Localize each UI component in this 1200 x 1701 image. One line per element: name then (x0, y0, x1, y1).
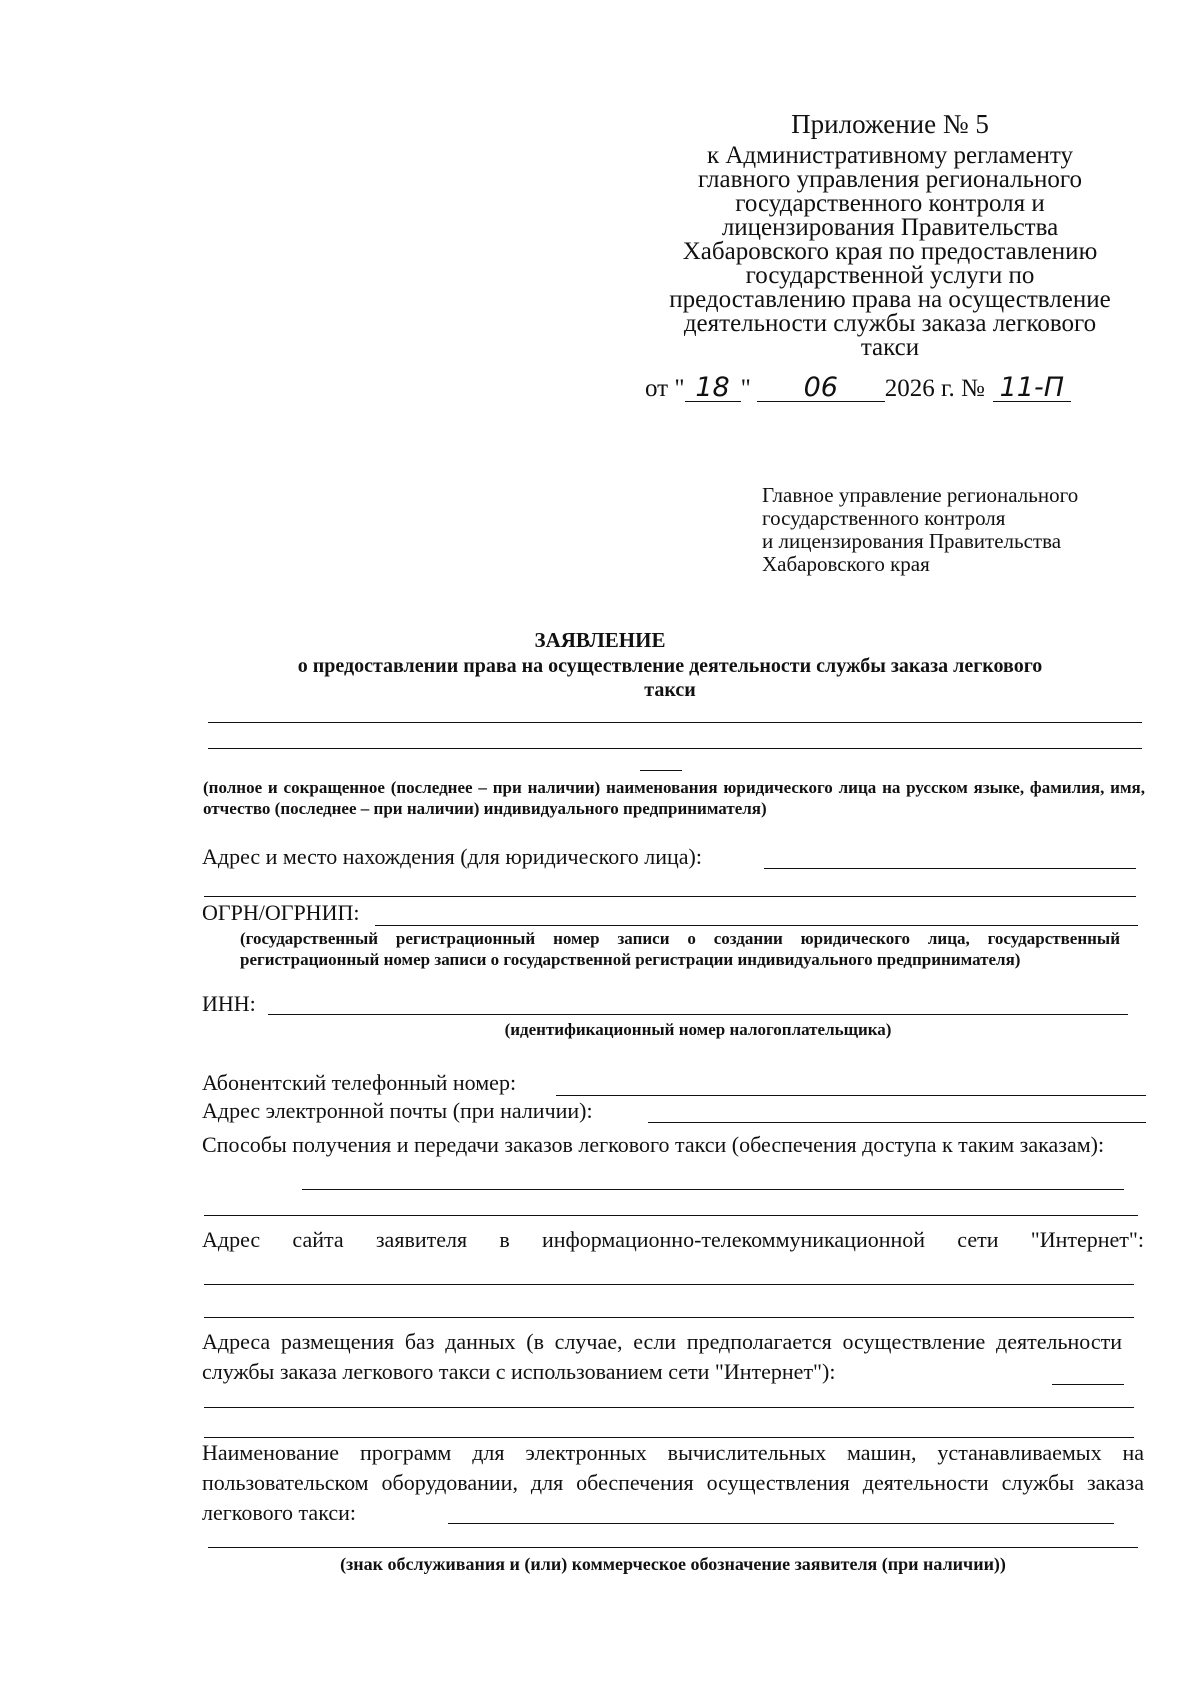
appendix-line: государственного контроля и (735, 190, 1045, 217)
date-day: 18 (685, 375, 741, 402)
address-input-line[interactable] (764, 868, 1136, 869)
appendix-header (630, 109, 1150, 361)
date-quote: " (740, 375, 751, 402)
date-month: 06 (757, 375, 885, 402)
databases-label: Адреса размещения баз данных (в случае, если предполагается осуществление деятельности службы заказа легкового такси с использованием сети "Интернет"): (202, 1329, 1122, 1384)
inn-label: ИНН: (202, 991, 256, 1016)
software-input-line[interactable] (448, 1523, 1114, 1524)
document-number: 11-П (993, 375, 1071, 402)
orders-input-line[interactable] (302, 1189, 1124, 1190)
document-title: ЗАЯВЛЕНИЕ (534, 628, 666, 652)
ogrn-input-line[interactable] (375, 925, 1138, 926)
website-label: Адрес сайта заявителя в информационно-телекоммуникационной сети "Интернет": (202, 1227, 1144, 1252)
databases-input-line[interactable] (1052, 1384, 1124, 1385)
appendix-line: такси (860, 334, 920, 361)
date-prefix: от " (645, 375, 685, 402)
inn-input-line[interactable] (268, 1014, 1128, 1015)
appendix-line: деятельности службы заказа легкового (683, 310, 1097, 337)
addressee-line: государственного контроля (762, 506, 1006, 530)
appendix-line: лицензирования Правительства (721, 214, 1059, 241)
applicant-name-line[interactable] (208, 722, 1142, 723)
address-label: Адрес и место нахождения (для юридического лица): (202, 844, 702, 869)
appendix-line: предоставлению права на осуществление (669, 286, 1111, 313)
brand-input-line[interactable] (208, 1547, 1138, 1548)
address-input-line[interactable] (204, 896, 1136, 897)
appendix-number: Приложение № 5 (791, 109, 989, 139)
appendix-line: главного управления регионального (698, 166, 1082, 193)
software-label: Наименование программ для электронных вычислительных машин, устанавливаемых на пользовательском оборудовании, для обеспечения осуществления деятельности службы заказа легкового такси: (202, 1440, 1144, 1525)
orders-input-line[interactable] (204, 1215, 1138, 1216)
website-input-line[interactable] (204, 1317, 1134, 1318)
appendix-line: Хабаровского края по предоставлению (682, 238, 1098, 265)
addressee-line: и лицензирования Правительства (762, 529, 1062, 553)
document-subtitle: о предоставлении права на осуществление деятельности службы заказа легкового такси (297, 655, 1043, 701)
brand-note: (знак обслуживания и (или) коммерческое обозначение заявителя (при наличии)) (340, 1554, 1006, 1574)
email-input-line[interactable] (648, 1122, 1146, 1123)
inn-note: (идентификационный номер налогоплательщика) (504, 1020, 892, 1039)
orders-label: Способы получения и передачи заказов легкового такси (обеспечения доступа к таким заказам): (202, 1132, 1105, 1157)
website-input-line[interactable] (204, 1284, 1134, 1285)
appendix-line: государственной услуги по (745, 262, 1035, 289)
appendix-date-line (645, 372, 1071, 403)
date-year: 2026 г. № (884, 375, 985, 402)
applicant-name-note: (полное и сокращенное (последнее – при наличии) наименования юридического лица на русском языке, фамилия, имя, отчество (последнее – при наличии) индивидуального предпринимателя) (203, 778, 1145, 818)
addressee-line: Главное управление регионального (762, 483, 1079, 507)
addressee-line: Хабаровского края (762, 552, 930, 576)
applicant-name-line[interactable] (208, 748, 1142, 749)
email-label: Адрес электронной почты (при наличии): (202, 1098, 593, 1123)
phone-label: Абонентский телефонный номер: (202, 1070, 517, 1095)
addressee-block (762, 484, 1162, 576)
phone-input-line[interactable] (556, 1095, 1146, 1096)
separator-line (640, 770, 682, 771)
appendix-line: к Административному регламенту (706, 142, 1074, 169)
ogrn-label: ОГРН/ОГРНИП: (202, 900, 360, 925)
ogrn-note: (государственный регистрационный номер записи о создании юридического лица, государственный регистрационный номер записи о государственной регистрации индивидуального предпринимателя) (240, 929, 1120, 969)
databases-input-line[interactable] (204, 1407, 1134, 1408)
